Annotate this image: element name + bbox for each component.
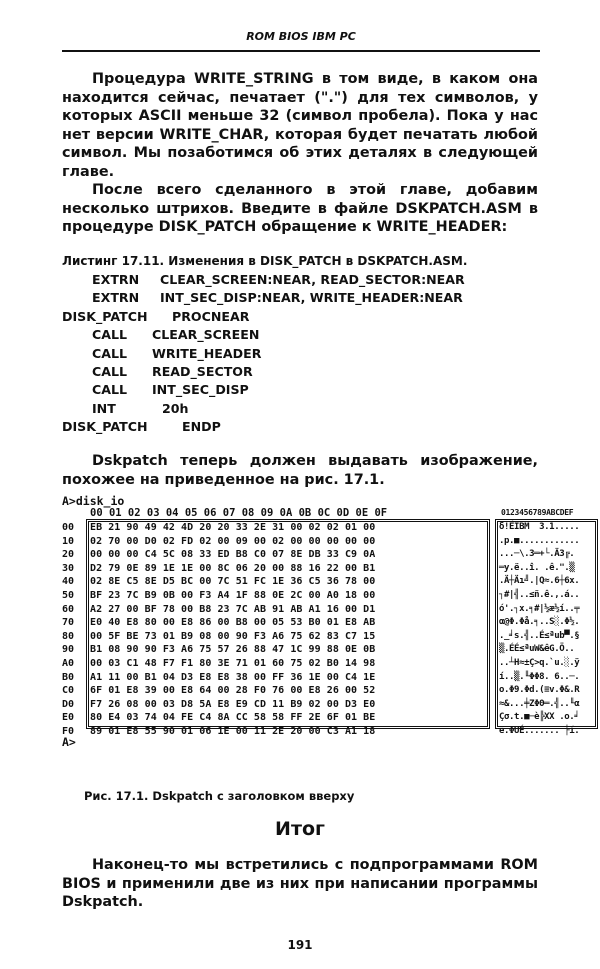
ascii-row: í..▒.╙ΦΦ8. 6..─.: [499, 671, 580, 682]
hex-row: 00 5F BE 73 01 B9 08 00 90 F3 A6 75 62 83 C7 15: [90, 630, 376, 642]
ascii-row: o.Φ9.Φd.(≡v.Φ&.R: [499, 685, 580, 696]
dos-prompt: A>disk_io: [62, 494, 125, 508]
paragraph-dskpatch-output: Dskpatch теперь должен выдавать изображение, похожее на приведенное на рис. 17.1.: [62, 453, 538, 488]
paragraph-write-string: Процедура WRITE_STRING в том виде, в каком она находится сейчас, печатает (".") для тех символов, у которых ASCII меньше 32 (символ пробела). Пока у нас нет версии WRITE_CHAR, которая будет печатать любой символ. Мы позаботимся об этих деталях в следующей главе.: [62, 71, 538, 180]
row-address: A0: [62, 657, 75, 669]
section-title: Итог: [275, 818, 325, 840]
listing-op: EXTRN: [92, 272, 140, 287]
hex-row: A2 27 00 BF 78 00 B8 23 7C AB 91 AB A1 16 00 D1: [90, 603, 376, 615]
listing-arg: PROCNEAR: [172, 308, 250, 324]
hex-row: F7 26 08 00 03 D8 5A E8 E9 CD 11 B9 02 00 D3 E0: [90, 698, 376, 710]
row-address: 60: [62, 603, 75, 615]
ascii-row: ...─\.3═+└.Ä3╔.: [499, 549, 575, 560]
header-rule: [62, 50, 540, 52]
hex-row: 80 E4 03 74 04 FE C4 8A CC 58 58 FF 2E 6F 01 BE: [90, 712, 376, 724]
listing-arg: CLEAR_SCREEN:NEAR, READ_SECTOR:NEAR: [160, 272, 465, 287]
ascii-row: ┐#|╣..≤ñ.ê.,.á..: [499, 589, 580, 600]
listing-arg: INT_SEC_DISP:NEAR, WRITE_HEADER:NEAR: [160, 290, 463, 306]
figure-caption: Рис. 17.1. Dskpatch с заголовком вверху: [84, 789, 355, 803]
row-address: 40: [62, 576, 75, 588]
dos-prompt-end: A>: [62, 735, 76, 749]
listing-op: CALL: [92, 345, 128, 361]
hex-row: 02 70 00 D0 02 FD 02 00 09 00 02 00 00 00 00 00: [90, 535, 376, 547]
listing-op: CALL: [92, 382, 128, 398]
listing-op: EXTRN: [92, 290, 140, 306]
ascii-row: α@Φ.Φå.╕..S░.Φ½.: [499, 617, 580, 628]
row-address: 50: [62, 589, 75, 601]
listing-op: DISK_PATCH: [62, 419, 148, 435]
paragraph-summary: Наконец-то мы встретились с подпрограммами ROM BIOS и применили две из них при написании программы Dskpatch.: [62, 857, 538, 910]
listing-arg: INT_SEC_DISP: [152, 382, 249, 398]
hex-row: B1 08 90 90 F3 A6 75 57 26 88 47 1C 99 88 0E 0B: [90, 644, 376, 656]
row-address: 00: [62, 522, 75, 533]
listing-arg: ENDP: [182, 419, 221, 435]
listing-arg: READ_SECTOR: [152, 364, 253, 379]
row-address: 30: [62, 562, 75, 574]
ascii-row: .p.■............: [499, 535, 580, 546]
listing-op: INT: [92, 400, 116, 416]
ascii-row: ▒.ÉÉ≤ªuW&êG.Ö..: [499, 644, 575, 655]
listing-arg: WRITE_HEADER: [152, 345, 262, 361]
ascii-row: Çσ.t.■─è╠XX .o.╛: [499, 712, 580, 723]
hex-row: D2 79 0E 89 1E 1E 00 8C 06 20 00 88 16 22 00 B1: [90, 562, 376, 574]
hex-column-header: 00 01 02 03 04 05 06 07 08 09 0A 0B 0C 0D 0E 0F: [90, 507, 388, 519]
listing-op: DISK_PATCH: [62, 308, 148, 324]
hex-row: 00 00 00 C4 5C 08 33 ED B8 C0 07 8E DB 33 C9 0A: [90, 549, 376, 561]
row-address-labels: [62, 521, 74, 739]
ascii-row: ._╛s.╣..É≤ªub▀.§: [499, 630, 580, 641]
row-address: 80: [62, 630, 75, 642]
ascii-row: ..┴H≈±Ç>q.`u.░.ÿ: [499, 657, 580, 668]
row-address: D0: [62, 698, 75, 710]
ascii-row: ë.ΦUÉ....... ├í.: [499, 725, 580, 736]
row-address: 10: [62, 535, 75, 547]
row-address: 90: [62, 644, 75, 656]
hex-row: 89 01 E8 55 90 01 06 1E 00 11 2E 20 00 C3 A1 18: [90, 725, 376, 737]
ascii-row: ≈&...╪ZΦΘ═.╣..╙α: [499, 698, 580, 709]
row-address: 70: [62, 617, 75, 629]
running-header: ROM BIOS IBM PC: [246, 30, 356, 43]
listing-op: CALL: [92, 327, 128, 343]
ascii-row: ═y.ë..î. .ê.".▒: [499, 562, 575, 573]
ascii-rows: [499, 521, 579, 739]
listing-op: CALL: [92, 364, 128, 379]
row-address: C0: [62, 685, 75, 697]
row-address: B0: [62, 671, 75, 683]
listing-arg: 20h: [162, 400, 189, 416]
hex-row: EB 21 90 49 42 4D 20 20 33 2E 31 00 02 02 01 00: [90, 522, 376, 533]
hex-row: BF 23 7C B9 0B 00 F3 A4 1F 88 0E 2C 00 A0 18 00: [90, 589, 376, 601]
ascii-row: ó'.┐x.╕#|½æ½í..╤: [499, 603, 580, 614]
hex-row: A1 11 00 B1 04 D3 E8 E8 38 00 FF 36 1E 00 C4 1E: [90, 671, 376, 683]
row-address: E0: [62, 712, 75, 724]
hex-row: 6F 01 E8 39 00 E8 64 00 28 F0 76 00 E8 26 00 52: [90, 685, 376, 697]
hex-row: 00 03 C1 48 F7 F1 80 3E 71 01 60 75 02 B0 14 98: [90, 657, 376, 669]
page-number: 191: [287, 938, 313, 952]
row-address: 20: [62, 549, 75, 561]
ascii-row: δ!ÉIBM 3.1.....: [499, 522, 580, 532]
ascii-column-header: 0123456789ABCDEF: [501, 508, 574, 517]
hex-row: 02 8E C5 8E D5 BC 00 7C 51 FC 1E 36 C5 36 78 00: [90, 576, 376, 588]
listing-arg: CLEAR_SCREEN: [152, 327, 260, 343]
listing-title: Листинг 17.11. Изменения в DISK_PATCH в DSKPATCH.ASM.: [62, 254, 468, 268]
hex-row: E0 40 E8 80 00 E8 86 00 B8 00 05 53 B0 01 E8 AB: [90, 617, 376, 629]
ascii-row: .Ä┼Äı╝.|Q≈.6┼6x.: [499, 576, 580, 587]
hex-rows: [90, 521, 375, 739]
row-address: F0: [62, 725, 75, 737]
paragraph-add-header: После всего сделанного в этой главе, добавим несколько штрихов. Введите в файле DSKPATCH.ASM в процедуре DISK_PATCH обращение к WRITE_HEADER:: [62, 182, 538, 235]
